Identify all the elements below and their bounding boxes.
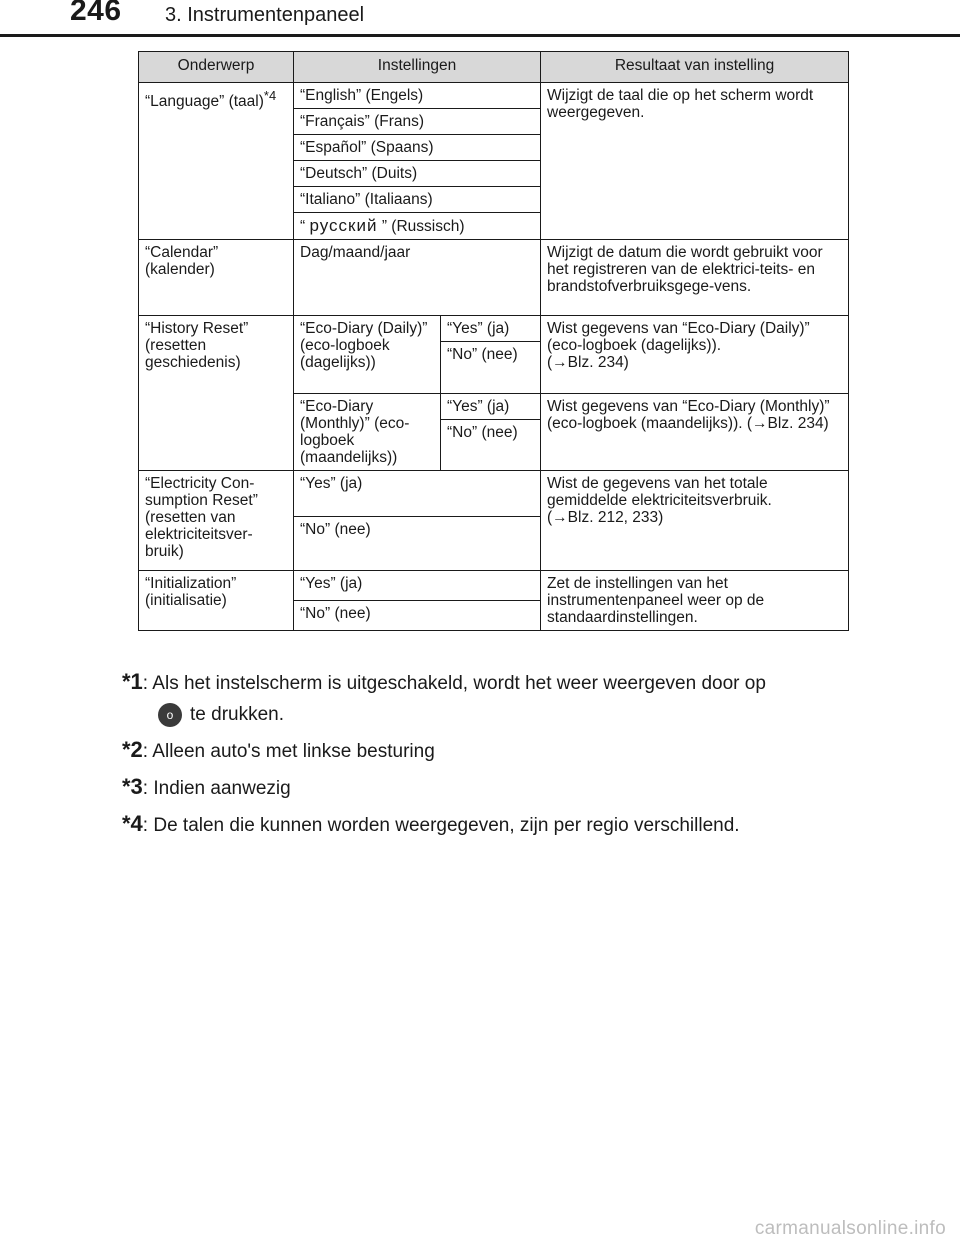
chapter-title: 3. Instrumentenpaneel — [165, 4, 365, 26]
o-button-icon: o — [158, 703, 182, 727]
footnote-3: *3: Indien aanwezig — [122, 774, 291, 800]
init-subject: “Initialization” (initialisatie) — [139, 571, 294, 631]
header-settings: Instellingen — [294, 52, 541, 83]
language-option: “Deutsch” (Duits) — [294, 161, 541, 187]
calendar-result: Wijzigt de datum die wordt gebruikt voor het registreren van de elektrici-teits- en brandstofverbruiksgege-vens. — [541, 240, 849, 316]
footnote-1: *1: Als het instelscherm is uitgeschakeld, wordt het weer weergeven door op o te drukken. — [122, 669, 766, 726]
eco-diary-monthly: “Eco-Diary (Monthly)” (eco-logboek (maandelijks)) — [294, 394, 441, 471]
language-option-russian: “ русский ” (Russisch) — [294, 213, 541, 240]
footnotes — [122, 670, 852, 849]
page-reference: (→Blz. 212, 233) — [547, 509, 664, 526]
electricity-yes: “Yes” (ja) — [294, 471, 541, 517]
header-subject: Onderwerp — [139, 52, 294, 83]
watermark: carmanualsonline.info — [754, 1218, 946, 1239]
daily-no: “No” (nee) — [441, 342, 541, 394]
language-result: Wijzigt de taal die op het scherm wordt weergegeven. — [541, 83, 849, 240]
language-subject: “Language” (taal)$^{*4}$ — [139, 83, 294, 240]
language-option: “Italiano” (Italiaans) — [294, 187, 541, 213]
language-option: “Français” (Frans) — [294, 109, 541, 135]
page-reference: (→Blz. 234) — [547, 354, 629, 371]
page-number: 246 — [70, 0, 122, 27]
table-header-row — [139, 52, 849, 83]
language-option: “English” (Engels) — [294, 83, 541, 109]
electricity-no: “No” (nee) — [294, 517, 541, 571]
monthly-result: Wist gegevens van “Eco-Diary (Monthly)” (eco-logboek (maandelijks)). (→Blz. 234) — [541, 394, 849, 471]
table-row — [139, 316, 849, 342]
init-no: “No” (nee) — [294, 601, 541, 631]
daily-result: Wist gegevens van “Eco-Diary (Daily)” (eco-logboek (dagelijks)). (→Blz. 234) — [541, 316, 849, 394]
header-result: Resultaat van instelling — [541, 52, 849, 83]
page-reference: (→Blz. 234) — [746, 415, 829, 432]
footnote-mark: *4 — [122, 811, 143, 837]
footnote-mark: *1 — [122, 669, 143, 694]
footnote-mark: *2 — [122, 737, 143, 763]
header-rule — [0, 34, 960, 37]
table-row — [139, 240, 849, 316]
language-option: “Español” (Spaans) — [294, 135, 541, 161]
calendar-setting: Dag/maand/jaar — [294, 240, 541, 316]
footnote-ref: *4 — [263, 88, 277, 103]
electricity-result: Wist de gegevens van het totale gemiddelde elektriciteitsverbruik. (→Blz. 212, 233) — [541, 471, 849, 571]
calendar-subject: “Calendar” (kalender) — [139, 240, 294, 316]
footnote-mark: *3 — [122, 774, 143, 800]
settings-table — [138, 51, 849, 631]
daily-yes: “Yes” (ja) — [441, 316, 541, 342]
page-header — [0, 0, 960, 40]
eco-diary-daily: “Eco-Diary (Daily)” (eco-logboek (dagelijks)) — [294, 316, 441, 394]
init-yes: “Yes” (ja) — [294, 571, 541, 601]
footnote-4: *4: De talen die kunnen worden weergegeven, zijn per regio verschillend. — [122, 811, 740, 837]
init-result: Zet de instellingen van het instrumentenpaneel weer op de standaardinstellingen. — [541, 571, 849, 631]
table-row — [139, 571, 849, 601]
footnote-2: *2: Alleen auto's met linkse besturing — [122, 737, 435, 763]
table-row — [139, 83, 849, 109]
table-row — [139, 471, 849, 517]
history-subject: “History Reset” (resetten geschiedenis) — [139, 316, 294, 471]
monthly-yes: “Yes” (ja) — [441, 394, 541, 420]
electricity-subject: “Electricity Con-sumption Reset” (resetten van elektriciteitsver-bruik) — [139, 471, 294, 571]
monthly-no: “No” (nee) — [441, 420, 541, 471]
russian-word: русский — [309, 216, 378, 235]
